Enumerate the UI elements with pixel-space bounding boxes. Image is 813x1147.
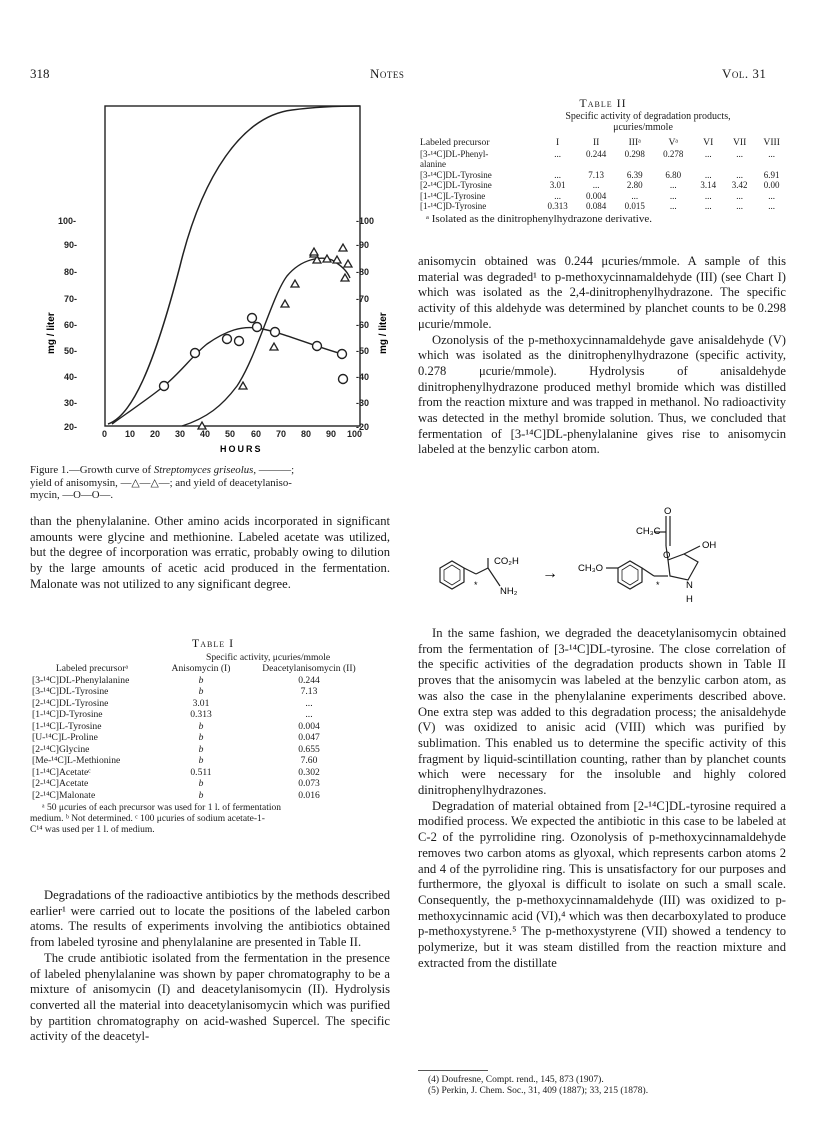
table-1-footnote: ᵃ 50 μcuries of each precursor was used for 1 l. of fermentation medium. ᵇ Not determined. ᶜ 100 μcuries of sodium acetate-1- C¹⁴ was used per 1 l. of medium.: [30, 803, 282, 835]
y-tick-right: -60: [356, 320, 370, 330]
x-tick: 80: [301, 429, 312, 439]
scheme-h: H: [686, 594, 693, 605]
y-tick-left: 20-: [64, 422, 78, 432]
table-row: [30, 755, 370, 767]
running-head: Notes: [370, 66, 405, 81]
y-tick-left: 80-: [64, 267, 78, 277]
value-cell: ...: [704, 190, 712, 201]
growth-curve-plot: [42, 96, 402, 468]
scheme-o-top: O: [664, 506, 672, 517]
volume-label: Vol. 31: [722, 66, 767, 81]
value-cell: b: [198, 789, 204, 801]
precursor-cell: [1-¹⁴C]L-Tyrosine: [420, 190, 486, 201]
table-row: [418, 191, 788, 202]
precursor-cell: [3-¹⁴C]DL-Tyrosine: [32, 686, 109, 697]
value-cell: 0.084: [586, 201, 607, 211]
value-cell: ...: [704, 148, 712, 159]
value-cell: 3.01: [192, 697, 210, 709]
value-cell: 3.14: [700, 180, 717, 190]
table-row: [418, 201, 788, 212]
value-cell: 0.004: [586, 190, 607, 201]
value-cell: 0.073: [298, 778, 320, 789]
value-cell: ...: [704, 201, 712, 211]
value-cell: ...: [704, 169, 712, 180]
precursor-cell: [2-¹⁴C]DL-Tyrosine: [32, 697, 109, 709]
x-tick: 60: [251, 429, 262, 439]
column-header: VI: [703, 137, 714, 148]
precursor-cell: [1-¹⁴C]Acetateᶜ: [32, 766, 91, 778]
value-cell: 6.80: [665, 169, 682, 180]
table-1-span-header: Specific activity, μcuries/mmole: [206, 652, 331, 663]
value-cell: 0.00: [763, 180, 780, 190]
value-cell: 3.42: [731, 180, 748, 190]
column-header: Vᵃ: [668, 137, 679, 148]
precursor-cell: [1-¹⁴C]L-Tyrosine: [32, 720, 102, 732]
table-row: [30, 721, 370, 733]
column-header: Labeled precursor: [420, 137, 490, 148]
reference-4: (4) Doufresne, Compt. rend., 145, 873 (1907).: [428, 1075, 604, 1085]
y-tick-right: -90: [356, 240, 370, 250]
x-tick: 40: [200, 429, 211, 439]
value-cell: 0.511: [190, 766, 212, 778]
value-cell: 0.016: [298, 789, 320, 801]
anisomycin-line: [182, 258, 350, 426]
table-row: [418, 180, 788, 191]
precursor-cell: alanine: [420, 159, 446, 169]
x-tick: 90: [326, 429, 337, 439]
column-header: Deacetylanisomycin (II): [262, 663, 356, 674]
chemical-scheme: [430, 502, 770, 625]
paragraph: The crude antibiotic isolated from the fermentation in the presence of labeled phenylalanine was shown by paper chromatography to be a mixture of anisomycin (I) and deacetylanisomycin (II). Hydrolysis converted all the material into deacetylanisomycin which was purified by partition chromatography on acid-washed Supercel. The specific activity of the deacetyl-: [30, 950, 390, 1044]
precursor-cell: [3-¹⁴C]DL-Tyrosine: [420, 169, 492, 180]
table-2-span-header: μcuries/mmole: [613, 122, 673, 133]
scheme-co2h: CO₂H: [494, 556, 519, 567]
precursor-cell: [1-¹⁴C]D-Tyrosine: [32, 709, 103, 720]
table-row: [30, 767, 370, 779]
value-cell: ...: [592, 180, 600, 190]
column-header: VII: [732, 137, 747, 148]
table-row: [30, 698, 370, 710]
precursor-cell: [2-¹⁴C]DL-Tyrosine: [420, 180, 492, 190]
paragraph: Ozonolysis of the p-methoxycinnamaldehyde gave anisaldehyde (V) which was isolated as the dinitrophenylhydrazone (specific activity, 0.278 μcurie/mmole). Hydrolysis of anisaldehyde dinitrophenylhydrazone produced methyl bromide which was distilled from the reaction mixture and was trapped in methanol. No radioactivity was detected in the methyl bromide solution. Thus, we concluded that fermentation of [3-¹⁴C]DL-phenylalanine gives rise to anisomycin labeled at the benzylic carbon atom.: [418, 332, 786, 457]
x-tick: 10: [125, 429, 136, 439]
value-cell: b: [198, 755, 204, 766]
value-cell: 0.313: [190, 709, 212, 720]
paragraph: Degradation of material obtained from [2-¹⁴C]DL-tyrosine required a modified process. We expected the antibiotic in this case to be labeled at C-2 of the pyrrolidine ring. Ozonolysis of p-methoxycinnamaldehyde removes two carbon atoms as glyoxal, which represents carbon atoms 2 and 4 of the pyrrolidine ring. This is unsatisfactory for our purposes and furthermore, the glyoxal is difficult to isolate on such a small scale. Consequently, the p-methoxycinnamaldehyde (III) was oxidized to p-methoxycinnamic acid (VI),⁴ which was then decarboxylated to produce p-methoxystyrene.⁵ The p-methoxystyrene (VII) showed a tendency to polymerize, but it was steam distilled from the reaction mixture and extracted from the distillate: [418, 798, 786, 970]
value-cell: ...: [736, 169, 743, 180]
table-1-grid: [30, 663, 370, 801]
value-cell: ...: [736, 190, 743, 201]
table-2-footnote: ᵃ Isolated as the dinitrophenylhydrazone derivative.: [426, 212, 652, 225]
value-cell: 0.278: [663, 148, 684, 159]
table-row: [30, 709, 370, 721]
value-cell: ...: [631, 190, 639, 201]
scheme-ch3c: CH₃C: [636, 526, 661, 537]
value-cell: ...: [768, 201, 776, 211]
table-row: [418, 159, 788, 170]
table-row: [418, 149, 788, 160]
x-tick: 100: [347, 429, 363, 439]
value-cell: 2.80: [626, 180, 643, 190]
value-cell: 0.004: [298, 720, 320, 732]
value-cell: 7.13: [300, 686, 318, 697]
precursor-cell: [2-¹⁴C]Malonate: [32, 789, 96, 801]
y-axis-title-left: mg / liter: [46, 312, 57, 354]
value-cell: [693, 159, 724, 170]
value-cell: ...: [669, 190, 677, 201]
scheme-star: *: [474, 580, 478, 590]
reference-rule: [418, 1070, 488, 1071]
paragraph: anisomycin obtained was 0.244 μcuries/mmole. A sample of this material was degraded¹ to p-methoxycinnamaldehyde (III) (see Chart I) which was isolated as the 2,4-dinitrophenylhydrazone. The specific activity of this aldehyde was determined by planchet counts to be 0.298 μcurie/mmole.: [418, 254, 786, 331]
y-tick-left: 100-: [58, 216, 77, 226]
x-axis-title: HOURS: [220, 444, 263, 454]
precursor-cell: [2-¹⁴C]Acetate: [32, 778, 89, 789]
column-header: II: [592, 137, 600, 148]
growth-curve-line: [108, 106, 360, 424]
value-cell: [615, 159, 654, 170]
x-tick: 30: [175, 429, 186, 439]
value-cell: b: [198, 686, 204, 697]
x-tick: 70: [276, 429, 287, 439]
y-tick-right: -30: [356, 398, 370, 408]
value-cell: b: [198, 778, 204, 789]
scheme-n: N: [686, 580, 693, 591]
scheme-star: *: [656, 580, 660, 590]
value-cell: ...: [554, 169, 561, 180]
value-cell: 0.047: [298, 732, 320, 743]
y-tick-left: 50-: [64, 346, 78, 356]
table-1: [30, 636, 396, 836]
y-tick-left: 30-: [64, 398, 78, 408]
value-cell: ...: [305, 709, 313, 720]
table-row: [418, 170, 788, 181]
y-tick-left: 90-: [64, 240, 78, 250]
value-cell: ...: [768, 148, 776, 159]
reference-5: (5) Perkin, J. Chem. Soc., 31, 409 (1887); 33, 215 (1878).: [428, 1086, 649, 1096]
table-row: [30, 686, 370, 698]
value-cell: 6.91: [763, 169, 780, 180]
value-cell: ...: [669, 201, 677, 211]
table-2: [418, 96, 788, 225]
left-column-bottom: [30, 888, 390, 1045]
x-tick: 0: [102, 429, 108, 439]
reaction-scheme: [430, 502, 770, 620]
value-cell: ...: [305, 697, 313, 709]
table-2-grid: [418, 133, 788, 212]
precursor-cell: [1-¹⁴C]D-Tyrosine: [420, 201, 487, 211]
value-cell: 3.01: [549, 180, 566, 190]
figure-caption: Figure 1.—Growth curve of Streptomyces griseolus, ———; yield of anisomysin, —△—△—; and yield of deacetylaniso- mycin, —O—O—.: [30, 464, 295, 501]
precursor-cell: [3-¹⁴C]DL-Phenylalanine: [32, 674, 130, 686]
page-number: 318: [30, 66, 50, 81]
value-cell: 7.13: [588, 169, 605, 180]
table-row: [30, 790, 370, 802]
x-tick: 50: [225, 429, 236, 439]
precursor-cell: [Me-¹⁴C]L-Methionine: [32, 755, 121, 766]
table-1-title: Table I: [191, 636, 235, 650]
y-tick-right: -100: [356, 216, 375, 226]
column-header: Labeled precursorᵃ: [55, 663, 129, 674]
value-cell: ...: [736, 148, 743, 159]
y-tick-right: -20: [356, 422, 370, 432]
value-cell: [538, 159, 577, 170]
left-column-top: [30, 514, 390, 593]
table-2-subtitle: Specific activity of degradation products,: [565, 111, 731, 122]
table-2-title: Table II: [579, 96, 627, 110]
x-tick: 20: [150, 429, 161, 439]
value-cell: 6.39: [626, 169, 643, 180]
value-cell: b: [198, 732, 204, 743]
reaction-arrow: →: [542, 565, 558, 582]
value-cell: ...: [669, 180, 677, 190]
table-row: [30, 744, 370, 756]
y-tick-left: 40-: [64, 372, 78, 382]
y-tick-right: -80: [356, 267, 370, 277]
figure-1: [42, 96, 402, 473]
scheme-ch3o: CH₃O: [578, 563, 603, 574]
column-header: I: [556, 137, 560, 148]
table-row: [30, 675, 370, 687]
value-cell: [654, 159, 693, 170]
value-cell: [724, 159, 755, 170]
y-tick-left: 70-: [64, 294, 78, 304]
value-cell: b: [198, 674, 204, 686]
table-row: [30, 778, 370, 790]
value-cell: ...: [554, 148, 561, 159]
value-cell: 0.298: [624, 148, 645, 159]
scheme-nh2: NH₂: [500, 586, 518, 597]
y-tick-right: -50: [356, 346, 370, 356]
value-cell: [755, 159, 788, 170]
right-column-upper: [418, 254, 786, 458]
y-tick-left: 60-: [64, 320, 78, 330]
paragraph: than the phenylalanine. Other amino acids incorporated in significant amounts were glycine and methionine. Labeled acetate was utilized, but the degree of incorporation was erratic, probably owing to dilution by the large amounts of acetic acid produced in the fermentation. Malonate was not utilized to any significant degree.: [30, 514, 390, 591]
table-row: [30, 732, 370, 744]
value-cell: 0.244: [298, 674, 320, 686]
value-cell: ...: [736, 201, 743, 211]
precursor-cell: [2-¹⁴C]Glycine: [32, 743, 90, 755]
value-cell: [577, 159, 616, 170]
column-header: VIII: [763, 137, 780, 148]
paragraph: Degradations of the radioactive antibiotics by the methods described earlier¹ were carried out to locate the positions of the labeled carbon atoms. The results of experiments involving the antibiotics obtained from labeled tyrosine and phenylalanine are presented in Table II.: [30, 888, 390, 950]
right-column-lower: [418, 626, 786, 971]
value-cell: 0.655: [298, 743, 320, 755]
precursor-cell: [3-¹⁴C]DL-Phenyl-: [420, 148, 489, 159]
column-header: Anisomycin (I): [171, 663, 231, 674]
value-cell: 7.60: [300, 755, 318, 766]
value-cell: 0.015: [624, 201, 645, 211]
paragraph: In the same fashion, we degraded the deacetylanisomycin obtained from the fermentation of [3-¹⁴C]DL-tyrosine. The close correlation of the specific activities of the degradation products shown in Table II proves that the anisomycin was labeled at the benzylic carbon atom, as was also the case in the phenylalanine experiments described above. One extra step was added to this degradation process; the anisaldehyde (V) was oxidized to anisic acid (VIII) which was purified by sublimation. This enabled us to determine the specific activity of this fragment by liquid-scintillation counting, rather than by planchet counts which were necessary for the insoluble and highly colored dinitrophenylhydrazones.: [418, 626, 786, 798]
references: [418, 1070, 786, 1097]
precursor-cell: [U-¹⁴C]L-Proline: [32, 732, 98, 743]
column-header: IIIᵃ: [628, 137, 641, 148]
scheme-oh: OH: [702, 540, 717, 551]
value-cell: ...: [554, 190, 561, 201]
value-cell: 0.313: [547, 201, 568, 211]
scheme-o-ring: O: [663, 550, 671, 561]
value-cell: b: [198, 720, 204, 732]
value-cell: ...: [768, 190, 776, 201]
value-cell: 0.302: [298, 766, 320, 778]
y-axis-title-right: mg / liter: [378, 312, 389, 354]
y-tick-right: -40: [356, 372, 370, 382]
y-tick-right: -70: [356, 294, 370, 304]
value-cell: 0.244: [586, 148, 607, 159]
value-cell: b: [198, 743, 204, 755]
